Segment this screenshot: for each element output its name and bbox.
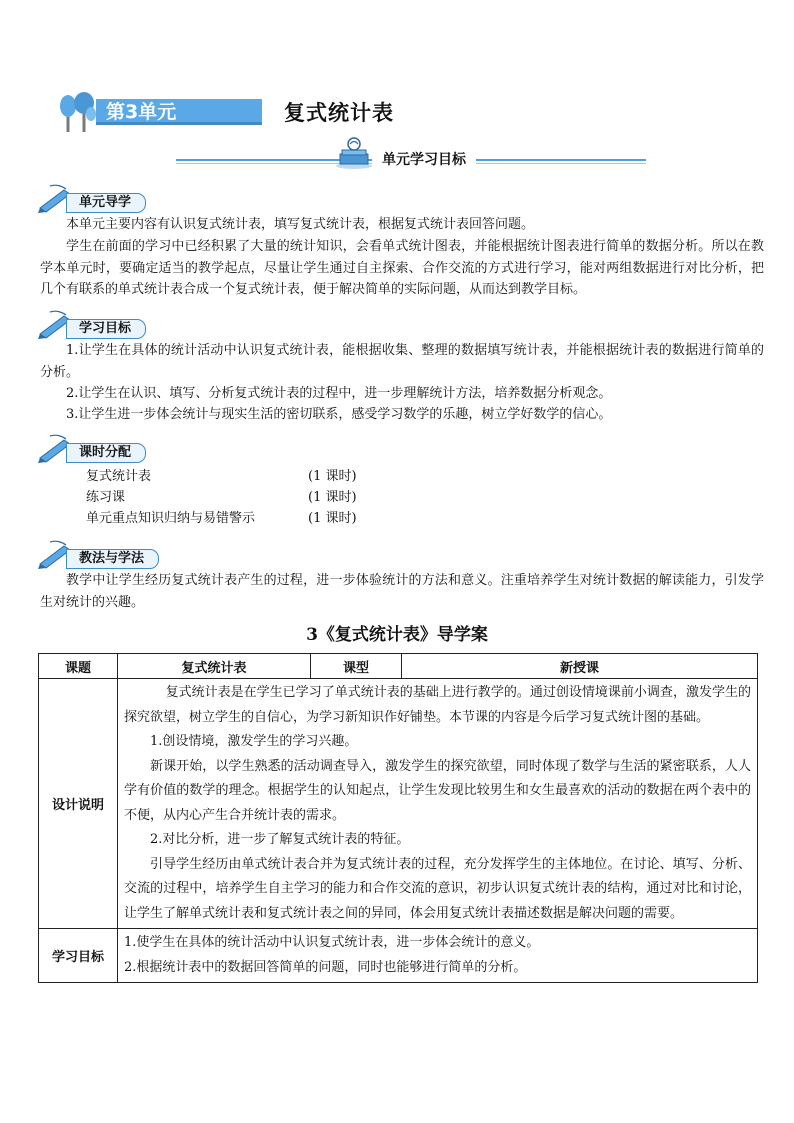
book-icon: [334, 136, 374, 170]
unit-badge: 第3单元: [96, 99, 262, 125]
type-label: 课型: [311, 654, 402, 679]
table-row: [39, 679, 758, 929]
schedule-name: 单元重点知识归纳与易错警示: [86, 511, 256, 526]
design-paragraph: 引导学生经历由单式统计表合并为复式统计表的过程，充分发挥学生的主体地位。在讨论、填写、分析、交流的过程中，培养学生自主学习的能力和合作交流的意识，初步认识复式统计表的结构，通过对比和讨论，让学生了解单式统计表和复式统计表之间的异同，体会用复式统计表描述数据是解决问题的需要。: [124, 856, 751, 921]
design-paragraph: 2.对比分析，进一步了解复式统计表的特征。: [150, 832, 410, 847]
section-label: 课时分配: [66, 443, 146, 463]
type-value: 新授课: [402, 654, 758, 679]
objective-item: 3.让学生进一步体会统计与现实生活的密切联系，感受学习数学的乐趣，树立学好数学的信心。: [66, 407, 612, 422]
schedule-name: 练习课: [86, 490, 126, 505]
table-row: [39, 654, 758, 679]
section-head-methods: [36, 540, 166, 570]
list-item: [86, 508, 446, 529]
section-head-objectives: [36, 310, 166, 340]
lesson-table: [38, 653, 758, 983]
goal-item: 2.根据统计表中的数据回答简单的问题，同时也能够进行简单的分析。: [124, 959, 527, 975]
trees-icon: [58, 92, 98, 134]
methods-paragraph: 教学中让学生经历复式统计表产生的过程，进一步体验统计的方法和意义。注重培养学生对统计数据的解读能力，引发学生对统计的兴趣。: [40, 573, 764, 610]
design-label: 设计说明: [39, 679, 118, 929]
section-label: 学习目标: [66, 319, 146, 339]
goal-item: 1.使学生在具体的统计活动中认识复式统计表，进一步体会统计的意义。: [124, 935, 540, 950]
topic-value: 复式统计表: [118, 654, 311, 679]
design-paragraph: 1.创设情境，激发学生的学习兴趣。: [150, 734, 358, 749]
goals-content: [118, 929, 758, 983]
section-head-guide: [36, 184, 166, 214]
table-row: [39, 929, 758, 983]
section-label: 单元导学: [66, 193, 146, 213]
schedule-name: 复式统计表: [86, 469, 152, 484]
schedule-hours: (1 课时): [308, 511, 357, 526]
topic-label: 课题: [39, 654, 118, 679]
unit-header: [58, 92, 658, 132]
unit-goal-label: 单元学习目标: [372, 150, 476, 170]
section-label: 教法与学法: [66, 549, 159, 569]
schedule-list: [86, 466, 446, 529]
design-paragraph: 新课开始，以学生熟悉的活动调查导入，激发学生的探究欲望，同时体现了数学与生活的紧密联系，人人学有价值的数学的理念。根据学生的认知起点，让学生发现比较男生和女生最喜欢的活动的数据在两个表中的不便，从内心产生合并统计表的需求。: [124, 758, 751, 823]
objective-item: 2.让学生在认识、填写、分析复式统计表的过程中，进一步理解统计方法，培养数据分析观念。: [66, 386, 612, 401]
list-item: [86, 466, 446, 487]
section-head-schedule: [36, 434, 166, 464]
design-content: [118, 679, 758, 929]
lesson-title: 3《复式统计表》导学案: [306, 625, 488, 645]
unit-title: 复式统计表: [284, 101, 394, 125]
design-paragraph: 复式统计表是在学生已学习了单式统计表的基础上进行教学的。通过创设情境课前小调查，激发学生的探究欲望，树立学生的自信心，为学习新知识作好铺垫。本节课的内容是今后学习复式统计图的基础。: [124, 685, 751, 725]
schedule-hours: (1 课时): [308, 469, 357, 484]
guide-paragraph: 本单元主要内容有认识复式统计表，填写复式统计表，根据复式统计表回答问题。: [66, 217, 535, 232]
schedule-hours: (1 课时): [308, 490, 357, 505]
objective-item: 1.让学生在具体的统计活动中认识复式统计表，能根据收集、整理的数据填写统计表，并能根据统计表的数据进行简单的分析。: [40, 343, 764, 380]
guide-paragraph: 学生在前面的学习中已经积累了大量的统计知识，会看单式统计图表，并能根据统计图表进行简单的数据分析。所以在教学本单元时，要确定适当的教学起点，尽量让学生通过自主探索、合作交流的方式进行学习，能对两组数据进行对比分析，把几个有联系的单式统计表合成一个复式统计表，便于解决简单的实际问题，从而达到教学目标。: [40, 239, 764, 297]
unit-goal-bar: [176, 136, 646, 172]
goals-label: 学习目标: [39, 929, 118, 983]
list-item: [86, 487, 446, 508]
